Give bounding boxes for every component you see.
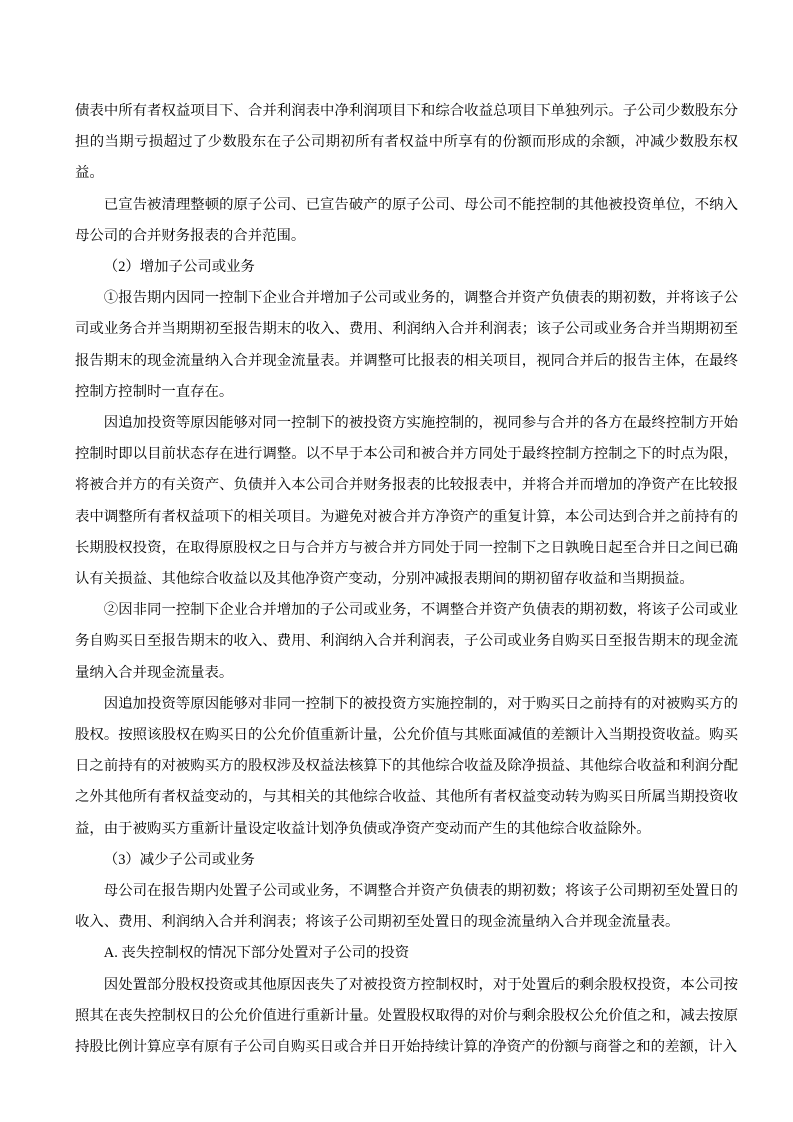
heading-add-subsidiary-or-business: （2）增加子公司或业务 [103,259,255,276]
paragraph-same-control-adjustment: 因追加投资等原因能够对同一控制下的被投资方实施控制的，视同参与合并的各方在最终控制方开始控制时即以目前状态存在进行调整。以不早于本公司和被合并方同处于最终控制方控制之下的时点为限，将被合并方的有关资产、负债并入本公司合并财务报表的比较报表中，并将合并而增加的净资产在比较报表中调整所有者权益项下的相关项目。为避免对被合并方净资产的重复计算，本公司达到合并之前持有的长期股权投资，在取得原股权之日与合并方与被合并方同处于同一控制下之日孰晚日起至合并日之间已确认有关损益、其他综合收益以及其他净资产变动，分别冲减报表期间的期初留存收益和当期损益。 [75,415,738,588]
paragraph-disposal-of-subsidiary: 母公司在报告期内处置子公司或业务，不调整合并资产负债表的期初数；将该子公司期初至处置日的收入、费用、利润纳入合并利润表；将该子公司期初至处置日的现金流量纳入合并现金流量表。 [75,883,738,931]
page-text-block [75,96,738,1063]
subheading-partial-disposal-loss-of-control: A. 丧失控制权的情况下部分处置对子公司的投资 [103,945,410,962]
paragraph-minority-interest-continuation: 债表中所有者权益项目下、合并利润表中净利润项目下和综合收益总项目下单独列示。子公司少数股东分担的当期亏损超过了少数股东在子公司期初所有者权益中所享有的份额而形成的余额，冲减少数股东权益。 [75,103,738,182]
heading-reduce-subsidiary-or-business: （3）减少子公司或业务 [103,851,255,868]
paragraph-same-control-merger-addition: ①报告期内因同一控制下企业合并增加子公司或业务的，调整合并资产负债表的期初数，并将该子公司或业务合并当期期初至报告期末的收入、费用、利润纳入合并利润表；该子公司或业务合并当期期初至报告期末的现金流量纳入合并现金流量表。并调整可比报表的相关项目，视同合并后的报告主体，在最终控制方控制时一直存在。 [75,290,738,400]
paragraph-non-same-control-step-acquisition: 因追加投资等原因能够对非同一控制下的被投资方实施控制的，对于购买日之前持有的对被购买方的股权。按照该股权在购买日的公允价值重新计量，公允价值与其账面减值的差额计入当期投资收益。购买日之前持有的对被购买方的股权涉及权益法核算下的其他综合收益及除净损益、其他综合收益和利润分配之外其他所有者权益变动的，与其相关的其他综合收益、其他所有者权益变动转为购买日所属当期投资收益，由于被购买方重新计量设定收益计划净负债或净资产变动而产生的其他综合收益除外。 [75,695,738,837]
paragraph-loss-of-control-remeasurement: 因处置部分股权投资或其他原因丧失了对被投资方控制权时，对于处置后的剩余股权投资，本公司按照其在丧失控制权日的公允价值进行重新计量。处置股权取得的对价与剩余股权公允价值之和，减去按原持股比例计算应享有原有子公司自购买日或合并日开始持续计算的净资产的份额与商誉之和的差额，计入 [75,976,738,1056]
paragraph-excluded-from-consolidation: 已宣告被清理整顿的原子公司、已宣告破产的原子公司、母公司不能控制的其他被投资单位，不纳入母公司的合并财务报表的合并范围。 [75,196,738,244]
paragraph-non-same-control-merger-addition: ②因非同一控制下企业合并增加的子公司或业务，不调整合并资产负债表的期初数，将该子公司或业务自购买日至报告期末的收入、费用、利润纳入合并利润表，子公司或业务自购买日至报告期末的现金流量纳入合并现金流量表。 [75,602,738,681]
